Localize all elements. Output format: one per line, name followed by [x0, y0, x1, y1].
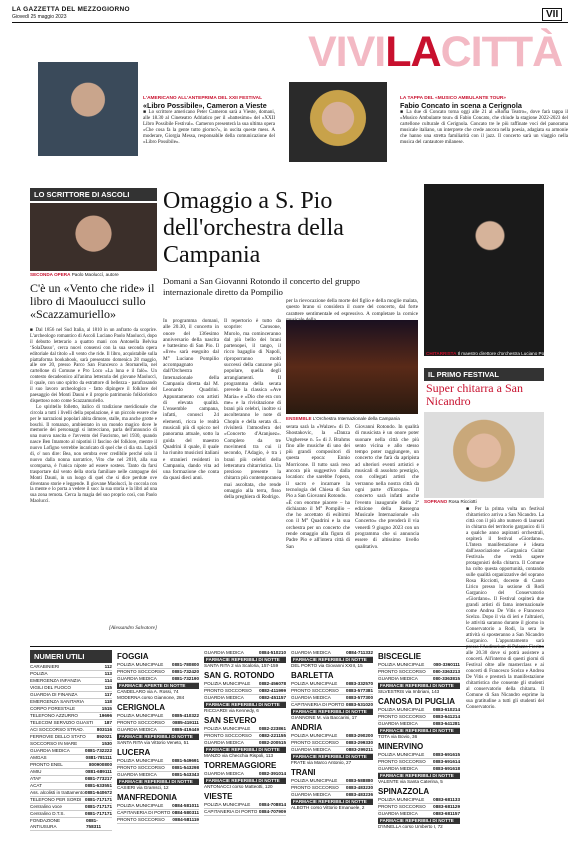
pharmacy-address: TOTA via Bovio, 36 [378, 734, 418, 739]
numeri-row: EMERGENZA INFANZIA 114 [30, 678, 112, 683]
numeri-row: ACAT 0881-633551 [30, 783, 112, 788]
city-phone-row: GUARDIA MEDICA 0883-681157 [378, 811, 460, 816]
soprano-caption: SOPRANO Rosa Ricciotti [424, 499, 477, 504]
numeri-row: AMGAS 0881-781111 [30, 755, 112, 760]
pharmacy-address: D'INNELLA corso Umberto I, 72 [378, 824, 443, 829]
city-phone-row: PRONTO SOCCORSO 0881-732420 [117, 669, 199, 674]
city-block [117, 746, 199, 791]
pharmacy-header: FARMACIE REPERIBILI DI NOTTE [378, 683, 460, 689]
maoulucci-caption: SECONDA OPERA Paolo Maoluccì, autore [30, 272, 119, 277]
city-name: CANOSA DI PUGLIA [378, 697, 456, 706]
city-name: FOGGIA [117, 652, 149, 661]
cameron-body: ■ Lo scrittore americano Peter Cameron sarà a Vieste, domani, alle 18.30 al Cineteatro Adriatico per il «battesimo» del «XXII Libro Possibile Festival». Cameron presenterà la sua ultima opera «Che cosa fa la gente tutto giorno?», in uscita queste mess. A moderare, Giorgia Messa, responsabile della comunicazione del «Libro Possibile». [143, 110, 275, 145]
right-section-bar: IL PRIMO FESTIVAL [424, 368, 544, 381]
city-column-3 [291, 650, 373, 811]
city-name: MINERVINO [378, 742, 424, 751]
city-name: SPINAZZOLA [378, 787, 430, 796]
pharmacy-address: ALBOTH corso Vittorio Emanuele, 2 [291, 805, 365, 810]
pharmacy-address: RICCIARDI via Kennedy, 6 [204, 708, 259, 713]
city-phone-row: PRONTO SOCCORSO 0883-577381 [291, 688, 373, 693]
city-block [204, 759, 286, 790]
main-col-2: Il repertorio è tutto da scoprire: Carosone, Murolo, ma cominceranno dal più bello dei brani partenopei, il tango, il ricco bagaglio di Napoli, riproporranno molti successi della canzone più popolare, quella degli arrangiamenti. Il programma della serata prevede la classica «Ave Maria» e «Dio che era con me» e la rivisitazione di brani più celebri, inoltre si ascolteranno le note di Chopin e della serata di... rivisiterà l'atmosfera del «Concerto d'Aranjuez». Completo da tre movimenti tra cui il secondo, l'Adagio, è tra i brani più celebri della letteratura chitarristica. Un prezioso presente la chitarra più contemporanea mai ascoltata, che rende omaggio alla terra, fisso della preghiera di Rodrigo. [224, 318, 281, 501]
city-phone-row: GUARDIA MEDICA 0883-577300 [291, 695, 373, 700]
numeri-row: TELEFONO PER SORDI 0881-717171 [30, 797, 112, 802]
numeri-row: GUARDIA MEDICA 0881-732222 [30, 748, 112, 753]
concato-title: Fabio Concato in scena a Cerignola [400, 101, 522, 110]
numeri-row: ATAF 0881-773217 [30, 776, 112, 781]
city-phone-row: POLIZIA MUNICIPALE 0881-780800 [117, 662, 199, 667]
numeri-row: CARABINIERI 112 [30, 664, 112, 669]
city-name: CERIGNOLA [117, 703, 165, 712]
orchestra-caption: ENSEMBLE L'Orchestra Internazionale della Campania [286, 416, 400, 421]
pharmacy-header: FARMACIE REPERIBILI DI NOTTE [378, 728, 460, 734]
city-block [291, 766, 373, 811]
city-block [378, 695, 460, 740]
city-phone-row: GUARDIA MEDICA 0884-510210 [204, 650, 286, 655]
city-column-4 [378, 650, 460, 830]
city-phone-row: PRONTO SOCCORSO 0883-691614 [378, 759, 460, 764]
city-phone-row: PRONTO SOCCORSO 0883-299330 [291, 740, 373, 745]
pharmacy-address: SANTA RITA via Vittorio Veneto, 51 [117, 740, 189, 745]
city-phone-row: POLIZIA MUNICIPALE 080-3360111 [378, 662, 460, 667]
maoulucci-photo [30, 203, 157, 271]
masthead: LA GAZZETTA DEL MEZZOGIORNO [12, 6, 130, 13]
city-phone-row: GUARDIA MEDICA 0881-543343 [117, 772, 199, 777]
city-phone-row: POLIZIA MUNICIPALE 0883-691615 [378, 752, 460, 757]
left-article-title: C'è un «Vento che ride» il libro di Maoulucci sullo «Scazzamuriello» [30, 281, 155, 321]
main-col-1: In programma domani, alle 20.30, il concerto in onore del 136esimo anniversario della nascita e battesimo di San Pio. Il «live» sarà eseguito dal M° Luciano Pompilio accompagnato dall'Orchestra Internazionale della Campania diretta dal M. Leonardo Quadrini. Appuntamento con artisti di elevata qualità. L'ensemble campana, infatti, conosci 24 elementi, ricca le realtà musicali più di spicco nel panorama attuale, sotto la guida del maestro Quadrini il quale, il quale ha riunito musicisti italiani e stranieri residenti in Campania, dando vita ad una formazione che conta da quasi dieci anni. [163, 318, 219, 482]
pharmacy-header: FARMACIE REPERIBILI DI NOTTE [204, 657, 286, 663]
numeri-row: POLIZIA 113 [30, 671, 112, 676]
pharmacy-address: SILVESTRIS via Imbriani, 143 [378, 689, 440, 694]
pharmacy-address: MODERNA corso Giannone, 284 [117, 695, 185, 700]
section-title: VIVILACITTÀ [308, 28, 563, 76]
city-name: ANDRIA [291, 723, 323, 732]
city-column-2 [204, 650, 286, 816]
main-subtitle: Domani a San Giovanni Rotondo il concerto del gruppo internazionale diretto da Pompilio [163, 276, 360, 297]
header-rule [12, 22, 568, 23]
main-col-4: serata sarà la «Walzer» di D. Shostakovic, la «Danza Ungherese n. 5» di J. Brahms fino alle musiche di uno dei più grandi compositori di questa epoca: Ennio Morricone. Il tutto sarà reso ancora più suggestivo dalla location: che sarebbe l'opera, il sacro e incarnare la tecnologia del Chiesa di San Pio a San Giovanni Rotondo. «È con enorme piacere – ha dichiarato il M° Pompilio – che ho accettato di esibirmi con il M° Quadrini e la sua orchestra per un concerto che rende omaggio alla figura di Padre Pio e all'intera città di San [286, 424, 350, 550]
issue-date: Giovedì 25 maggio 2023 [12, 14, 67, 20]
numeri-row: VIGILI DEL FUOCO 115 [30, 685, 112, 690]
numeri-row: Ass. alcolisti in trattamento 0881-640672 [30, 790, 112, 795]
left-article-body: ■ Dal 1856 nel Sud Italia, al 1810 in un anfratto da scoprire. L'archeologo romantico di Ascoli Luciano Paolo Maolucci, dopo il debutto letterario a quattro mani con Antonella Belvisa ‘SolaDasso’, cerca nuovi consensi con la sua seconda opera editoriale dal titolo «Il vento che ride. Il libro, acquistabile sulla piattaforma bookabook, sarà presentato domenica 28 maggio, alle ore 20, presso Parco San Francesco a Stornarella, nel cartellone di Comune e Pro Loco «La luna e il falò». Un contesto decadeonico all'anima letteraria del giovane Maoluccì, il quale, con uno spirito da estrattore di bellezza - parafrasando il suo lavoro archeologico - fatto dipingere il folklore del paesaggio dei Monti Dauni e il proprio patrimonio folkloristico dispettoso noto come Scazzamuriello. Lo spiritello folletto, italico di tradizione meridionale che circola a tutti i livelli della popolazione, è un piccolo essere che per le narrazioni popolari abita dimore, stalle, ma anche grotte e boschi. Il romanzo, ambientato in un mondo magico dove le memorie dei personaggi si intrecciano, parla dell'annuncio di una nuova nascita e l'avvento del Fascismo, nel 1930, quando nasce Ben Imamoto al nipotini il fascino del folklore, mentre il nuovo Lofigno verrebbe incaricato di quel che ci dia sta. Lapidi di, o' non dire: Bea, non sembra ever credibile perché solo il nuovo dalla nonna narratrice, Vito che nel 2010, alla sua scomparsa, è l'unica nipote ad essere sostess. Tanto da farsi trasportare dal vento della storia familiare nelle campagne dei Monti Dauni, in un luogo di quel che si dice perdute ove diventano storie e leggende. Il giovane Maoluccì, lo coccola con la mente e lo porta a vedere il suo: la sua storia e la libri ad una sua zona remota. Cerca la magia del suo proprio così, con Paolo Maoluccì. [30, 328, 157, 505]
city-block [204, 669, 286, 714]
pharmacy-header: FARMACIE REPERIBILI DI NOTTE [291, 799, 373, 805]
pharmacy-address: MANZO via Checchia Rispoli, 113 [204, 753, 274, 758]
city-block [204, 714, 286, 759]
cameron-photo [38, 62, 138, 156]
pharmacy-address: CANDELARO via A. Rossi, 74 [117, 689, 179, 694]
numeri-row: TELEFONO AZZURRO 19696 [30, 713, 112, 718]
city-block [204, 650, 286, 669]
numeri-row: TELECOM SERVIZIO GUASTI 187 [30, 720, 112, 725]
city-phone-row: CAPITANERIA DI PORTO 0884-580311 [117, 810, 199, 815]
city-phone-row: CAPITANERIA DI PORTO 0883-531020 [291, 702, 373, 707]
pharmacy-address: DEL PORTO via Giovanni XXIII, 15 [291, 663, 363, 668]
city-phone-row: PRONTO SOCCORSO 0882-221155 [204, 733, 286, 738]
city-phone-row: POLIZIA MUNICIPALE 0882-223861 [204, 726, 286, 731]
city-phone-row: POLIZIA MUNICIPALE 0883-681133 [378, 797, 460, 802]
pharmacy-header: FARMACIE REPERIBILI DI NOTTE [204, 747, 286, 753]
city-block [378, 785, 460, 830]
city-phone-row: PRONTO SOCCORSO 0885-419111 [117, 720, 199, 725]
numeri-title: NUMERI UTILI [30, 650, 112, 663]
city-phone-row: POLIZIA MUNICIPALE 0883-588880 [291, 778, 373, 783]
pharmacy-header: FARMACIE REPERIBILI DI NOTTE [291, 754, 373, 760]
pharmacy-header: FARMACIE REPERIBILI DI NOTTE [291, 657, 373, 663]
left-section-bar: LO SCRITTORE DI ASCOLI [30, 188, 157, 201]
city-block [117, 791, 199, 824]
pompilio-caption: CHITARRISTA Il maestro direttore d'orchestra Luciano Pompilio [426, 351, 557, 356]
numeri-row: GUARDIA DI FINANZA 117 [30, 692, 112, 697]
pharmacy-address: GIANNONE M. via Baccarini, 17 [291, 715, 357, 720]
pharmacy-address: ANTONACCI corso Matteotti, 120 [204, 784, 273, 789]
numeri-list [30, 664, 112, 831]
city-block [291, 669, 373, 721]
pharmacy-header: FARMACIE REPERIBILI DI NOTTE [378, 818, 460, 824]
city-name: VIESTE [204, 792, 233, 801]
city-phone-row: GUARDIA MEDICA 0883-483236 [291, 792, 373, 797]
numeri-row: FERROVIE DELLO STATO 892021 [30, 734, 112, 739]
city-name: MANFREDONIA [117, 793, 177, 802]
city-block [291, 650, 373, 669]
city-block [117, 650, 199, 701]
concato-body: ■ La due di Concato torna oggi alle 21 al «Roma Teatro», dove farà tappa il «Musico Ambulante tour» di Fabio Concato, che chiude la stagione 2022-2023 del cartellone culturale di Cerignola. Concato tre le più raffinate voci del panorama musicale italiano, un interprete che crede ancora nella poesia, adagiata su armonie che hanno una stretta familiarità con il jazz. Il concerto sarà un viaggio nella musica del cantautore milanese. [400, 110, 568, 145]
pharmacy-address: FRATE via Marco Antonio, 27 [291, 760, 352, 765]
city-phone-row: POLIZIA MUNICIPALE 0883-290200 [291, 733, 373, 738]
pharmacy-header: FARMACIE REPERIBILI DI NOTTE [378, 773, 460, 779]
city-phone-row: POLIZIA MUNICIPALE 0885-410322 [117, 713, 199, 718]
pharmacy-header: FARMACIE REPERIBILI DI NOTTE [204, 778, 286, 784]
numeri-row: ACI SOCCORSO STRAD. 803116 [30, 727, 112, 732]
city-phone-row: GUARDIA MEDICA 0881-732190 [117, 676, 199, 681]
city-block [291, 721, 373, 766]
numeri-row: EMERGENZA SANITARIA 118 [30, 699, 112, 704]
numeri-row: Centralino D.T.S. 0881-717171 [30, 811, 112, 816]
city-phone-row: POLIZIA MUNICIPALE 0882-456078 [204, 681, 286, 686]
page-number: VII [542, 8, 562, 21]
right-article-title: Super chitarra a San Nicandro [426, 381, 523, 408]
city-name: TRANI [291, 768, 316, 777]
pharmacy-header: FARMACIE REPERIBILI DI NOTTE [117, 779, 199, 785]
city-phone-row: GUARDIA MEDICA 080-3363815 [378, 676, 460, 681]
city-phone-row: PRONTO SOCCORSO 0883-681129 [378, 804, 460, 809]
city-name: BARLETTA [291, 671, 334, 680]
city-phone-row: PRONTO SOCCORSO 0883-641214 [378, 714, 460, 719]
city-name: LUCERA [117, 748, 151, 757]
city-phone-row: GUARDIA MEDICA 0885-419449 [117, 727, 199, 732]
city-block [204, 790, 286, 816]
numeri-rule [30, 646, 544, 647]
city-phone-row: GUARDIA MEDICA 0884-711332 [291, 650, 373, 655]
city-block [378, 740, 460, 785]
city-phone-row: PRONTO SOCCORSO 080-3363213 [378, 669, 460, 674]
pharmacy-address: CASIERI via Gramsci, 12 [117, 785, 169, 790]
city-phone-row: POLIZIA MUNICIPALE 0883-610214 [378, 707, 460, 712]
concato-photo [289, 82, 387, 162]
cameron-promo [143, 96, 275, 146]
soprano-photo [424, 412, 544, 498]
pharmacy-header: FARMACIE REPERIBILI DI NOTTE [291, 709, 373, 715]
cameron-kicker: L'AMERICANO ALL'ANTEPRIMA DEL XXII FESTIVAL [143, 96, 263, 101]
numeri-row: SOCCORSO IN MARE 1530 [30, 741, 112, 746]
orchestra-photo [286, 320, 418, 414]
city-name: BISCEGLIE [378, 652, 422, 661]
pompilio-photo [424, 184, 544, 356]
pharmacy-header: FARMACIE REPERIBILI DI NOTTE [204, 702, 286, 708]
numeri-row: PRONTO ENEL 800900800 [30, 762, 112, 767]
pharmacy-address: SANTA RITA 2 via Scaloria, 157-159 [204, 663, 279, 668]
city-block [378, 650, 460, 695]
city-name: SAN G. ROTONDO [204, 671, 275, 680]
city-phone-row: POLIZIA MUNICIPALE 0884-581011 [117, 803, 199, 808]
main-col-3: per la rievocazione della morte del figlio e della moglie malata, questo brano si considera il cuore del concerto, dal forte carattere sentimentale ed espressivo. A completare la cornice musicale della [286, 298, 418, 323]
numeri-row: AMIU 0881-689111 [30, 769, 112, 774]
main-title: Omaggio a S. Pio dell'orchestra della Campania [163, 188, 344, 268]
cameron-title: «Libro Possibile», Cameron a Vieste [143, 101, 267, 110]
concato-promo [400, 96, 568, 146]
numeri-row: Centralino voce 0881-717171 [30, 804, 112, 809]
city-phone-row: GUARDIA MEDICA 0882-200515 [204, 740, 286, 745]
right-article-body: ■ Per la prima volta un festival chitarristico arriva a San Nicandro. La città con il più alto numero di laureati in chitarra del territorio garganico di li a qualche anno aspiranti orchestrali, ospiterà il festival «Giordano». L'Intera manifestazione è ideata dall'associazione «Garganica Guitar Festival» che vedrà sapere protagonisti della chitarra. Il Comune ha colto questa opportunità, contando sulle qualità organizzative del soprano Rosa Ricciotti, docente di Canto Lirico presso la sezione di Rodi Garganico del Conservatorio «Giordano». Il Festival ospiterà due grandi artisti di fama internazionale come Andrea De Vitis e Francesco Scelzo. Dopo il via di ieri e l'altraieri, le attività saranno durante il giorno in Conservatorio a Rodi, la sera le attività si sposteranno a San Nicandro Garganico. L'appuntamento sarà presso l'Auditorium di Palazzo Fioritto alle 20.30 dove si potrà assistere a concerti. All'interno di questi giorni di Festival oltre alle masterclass e ai concerti di Francesco Scelzo e Andrea De Vitis e presterà la manifestazione chitarristica che consente gli studenti al conservatorio della chitarra. Il Comune di San Nicandro esprime la sua gratitudine a tutti gli studenti del Conservatorio. [466, 507, 544, 710]
city-phone-row: POLIZIA MUNICIPALE 0883-332570 [291, 681, 373, 686]
concato-kicker: LA TAPPA DEL «MUSICO AMBULANTE TOUR» [400, 96, 506, 101]
city-phone-row: PRONTO SOCCORSO 0884-581119 [117, 817, 199, 822]
city-block [117, 701, 199, 746]
city-name: TORREMAGGIORE [204, 761, 277, 770]
city-phone-row: PRONTO SOCCORSO 0882-411999 [204, 688, 286, 693]
city-phone-row: GUARDIA MEDICA 0882-451157 [204, 695, 286, 700]
pharmacy-header: FARMACIE APERTE DI NOTTE [117, 683, 199, 689]
city-phone-row: GUARDIA MEDICA 0883-691618 [378, 766, 460, 771]
city-phone-row: POLIZIA MUNICIPALE 0884-708814 [204, 802, 286, 807]
city-name: SAN SEVERO [204, 716, 257, 725]
main-col-5: Giovanni Rotondo. In qualità di musicista è un onore poter suonare nella città che più sento vicina e allo stesso tempo poter raggiungere, un concerto che farà da apripista ad ulteriori eventi artistici e musicali di assoluto prestigio, con collegati artisti che verranno nella nostra città da ogni parte d'Europa». Il concerto sarà infatti anche l'evento inaugurale della 2ª edizione della Rassegna Musicale Internazionale «In Concerto» che prenderà il via venerdì 9 giugno 2023 con un programma che si annuncia essere di altissimo livello qualitativo. [355, 424, 419, 550]
numeri-row: FONDAZIONE ANTIUSURA 0881-758311 [30, 818, 112, 831]
city-phone-row: POLIZIA MUNICIPALE 0881-549691 [117, 758, 199, 763]
left-byline: [Alessandro Salvatore] [108, 625, 157, 631]
pharmacy-header: FARMACIE REPERIBILI DI NOTTE [117, 734, 199, 740]
pharmacy-address: VALENTE via Santa Caterina, 5 [378, 779, 443, 784]
city-phone-row: GUARDIA MEDICA 0883-641281 [378, 721, 460, 726]
city-phone-row: PRONTO SOCCORSO 0883-483230 [291, 785, 373, 790]
city-column-1 [117, 650, 199, 824]
city-phone-row: CAPITANERIA DI PORTO 0884-707909 [204, 809, 286, 814]
city-phone-row: PRONTO SOCCORSO 0881-543298 [117, 765, 199, 770]
city-phone-row: GUARDIA MEDICA 0883-299211 [291, 747, 373, 752]
numeri-row: CORPO FORESTALE 1515 [30, 706, 112, 711]
city-phone-row: GUARDIA MEDICA 0882-391014 [204, 771, 286, 776]
